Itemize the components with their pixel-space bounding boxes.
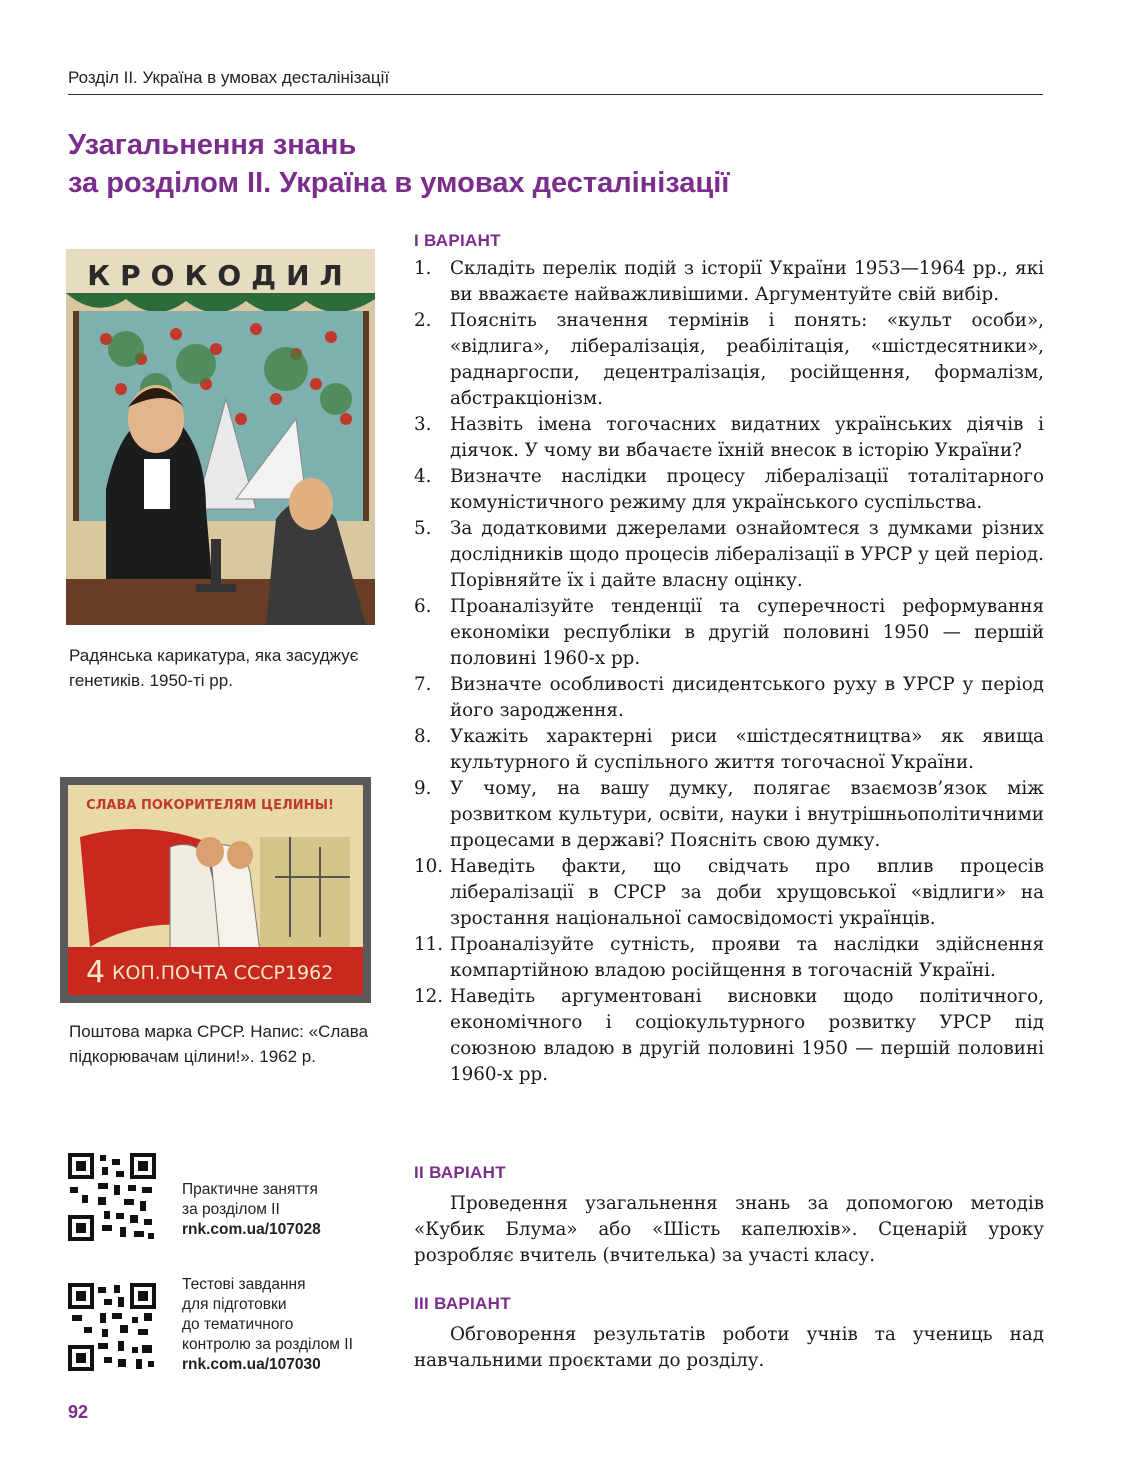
variant2-text: Проведення узагальнення знань за допомогою методів «Кубик Блума» або «Шість капелюхів». Сценарій уроку розробляє вчитель (вчителька) за участі класу. [414, 1193, 1044, 1266]
stamp-value: 4 [86, 955, 106, 990]
item-text: Проаналізуйте сутність, прояви та наслідки здійснення компартійною владою російщення в тогочасній Україні. [450, 934, 1044, 981]
stamp-slogan: СЛАВА ПОКОРИТЕЛЯМ ЦЕЛИНЫ! [86, 798, 334, 813]
list-item [414, 464, 1044, 516]
qr2-line-3: до тематичного [182, 1316, 294, 1333]
item-text: Наведіть факти, що свідчать про вплив процесів лібералізації в СРСР за доби хрущовської «відлиги» на зростання національної самосвідомості українців. [450, 856, 1044, 929]
qr2-line-2: для підготовки [182, 1296, 287, 1313]
variant3-heading: ІІІ ВАРІАНТ [414, 1294, 511, 1313]
title-line-2: за розділом ІІ. Україна в умовах десталінізації [68, 167, 730, 199]
list-item [414, 854, 1044, 932]
list-item [414, 776, 1044, 854]
figure1-caption: Радянська карикатура, яка засуджує генетиків. 1950-ті рр. [69, 646, 359, 690]
list-item [414, 516, 1044, 594]
list-item [414, 308, 1044, 412]
item-number: 6. [414, 596, 432, 617]
item-number: 11. [414, 934, 444, 955]
item-number: 3. [414, 414, 432, 435]
item-number: 12. [414, 986, 444, 1007]
list-item [414, 984, 1044, 1088]
qr2-line-1: Тестові завдання [182, 1276, 306, 1293]
qr1-line-1: Практичне заняття [182, 1181, 318, 1198]
qr-code-icon[interactable] [68, 1153, 156, 1241]
item-number: 5. [414, 518, 432, 539]
item-text: За додатковими джерелами ознайомтеся з думками різних дослідників щодо процесів лібералізації в УРСР у цей період. Порівняйте їх і дайте власну оцінку. [450, 518, 1044, 591]
list-item [414, 672, 1044, 724]
title-line-1: Узагальнення знань [68, 129, 357, 161]
qr2-text [182, 1275, 353, 1375]
item-number: 4. [414, 466, 432, 487]
running-header: Розділ ІІ. Україна в умовах десталінізації [68, 68, 1043, 95]
qr1-line-2: за розділом ІІ [182, 1201, 280, 1218]
item-number: 10. [414, 856, 444, 877]
variant1-heading: І ВАРІАНТ [414, 231, 501, 250]
page-title [68, 126, 1068, 202]
krokodil-masthead: КРОКОДИЛ [87, 259, 353, 292]
item-number: 8. [414, 726, 432, 747]
list-item [414, 932, 1044, 984]
postage-stamp-image [60, 777, 371, 1003]
item-number: 7. [414, 674, 432, 695]
item-text: Визначте особливості дисидентського руху в УРСР у період його зародження. [450, 674, 1044, 721]
item-text: Поясніть значення термінів і понять: «культ особи», «відлига», лібералізація, реабілітація, «шістдесятники», раднаргоспи, децентралізація, російщення, формалізм, абстракціонізм. [450, 310, 1044, 409]
item-text: Укажіть характерні риси «шістдесятництва» як явища культурного й суспільного життя тогочасної України. [450, 726, 1044, 773]
qr2-link[interactable]: rnk.com.ua/107030 [182, 1356, 321, 1373]
page-number: 92 [68, 1402, 89, 1422]
item-text: Визначте наслідки процесу лібералізації тоталітарного комуністичного режиму для українського суспільства. [450, 466, 1044, 513]
qr2-line-4: контролю за розділом ІІ [182, 1336, 353, 1353]
item-text: У чому, на вашу думку, полягає взаємозв’язок між розвитком культури, освіти, науки і внутрішньополітичними процесами в державі? Поясніть свою думку. [450, 778, 1044, 851]
stamp-postal-text: КОП.ПОЧТА СССР1962 [112, 962, 334, 984]
variant2-heading: ІІ ВАРІАНТ [414, 1163, 506, 1182]
variant3-text: Обговорення результатів роботи учнів та учениць над навчальними проєктами до розділу. [414, 1324, 1044, 1371]
item-number: 2. [414, 310, 432, 331]
stamp-illustration [60, 777, 371, 1003]
item-text: Проаналізуйте тенденції та суперечності реформування економіки республіки в другій половині 1950 — першій половині 1960-х рр. [450, 596, 1044, 669]
item-number: 9. [414, 778, 432, 799]
qr1-text [182, 1180, 321, 1240]
variant1-question-list [414, 256, 1044, 1088]
list-item [414, 594, 1044, 672]
item-text: Складіть перелік подій з історії України 1953—1964 рр., які ви вважаєте найважливішими. Аргументуйте свій вибір. [450, 258, 1044, 305]
item-text: Наведіть аргументовані висновки щодо політичного, економічного і соціокультурного розвитку УРСР під союзною владою в другій половині 1950 — першій половині 1960-х рр. [450, 986, 1044, 1085]
item-number: 1. [414, 258, 432, 279]
list-item [414, 256, 1044, 308]
qr-code-icon[interactable] [68, 1283, 156, 1371]
list-item [414, 412, 1044, 464]
item-text: Назвіть імена тогочасних видатних українських діячів і діячок. У чому ви вбачаєте їхній внесок в історію України? [450, 414, 1044, 461]
krokodil-illustration [66, 249, 375, 625]
krokodil-cover-image [66, 249, 375, 625]
qr1-link[interactable]: rnk.com.ua/107028 [182, 1221, 321, 1238]
list-item [414, 724, 1044, 776]
figure2-caption: Поштова марка СРСР. Напис: «Слава підкорювачам цілини!». 1962 р. [69, 1022, 369, 1066]
